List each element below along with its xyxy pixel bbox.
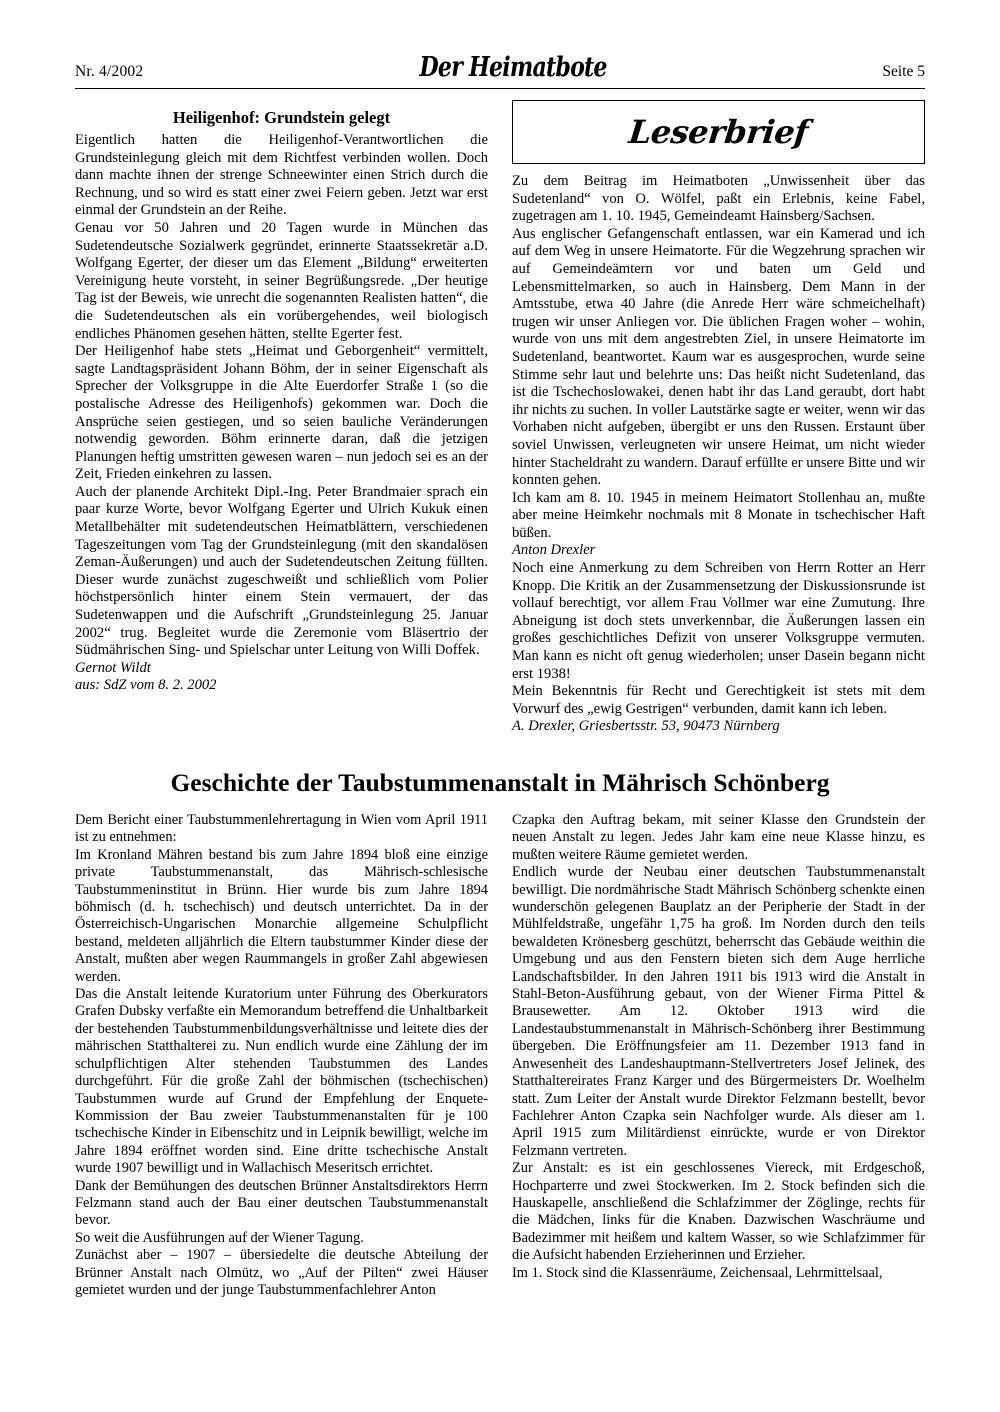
heiligenhof-heading: Heiligenhof: Grundstein gelegt <box>172 108 391 127</box>
paragraph: Dem Bericht einer Taubstummenlehrertagung in Wien vom April 1911 ist zu entnehmen: <box>75 812 488 846</box>
column-left-top <box>75 100 488 736</box>
masthead-divider <box>75 88 925 89</box>
paragraph: So weit die Ausführungen auf der Wiener Tagung. <box>75 1229 364 1246</box>
author-signature: Gernot Wildt <box>75 659 151 676</box>
column-right-bottom <box>512 812 925 1299</box>
paragraph: Eigentlich hatten die Heiligenhof-Verantwortlichen die Grundsteinlegung gleich mit dem Richtfest verbinden wollen. Doch dann machte ihnen der strenge Schneewinter einen Strich durch die Rechnung, und so wird es statt einer zwei Feiern geben. Jetzt war erst einmal der Grundstein an der Reihe. <box>75 132 488 219</box>
paragraph: Zur Anstalt: es ist ein geschlossenes Viereck, mit Erdgeschoß, Hochparterre und zwei Stockwerken. Im 2. Stock befinden sich die Hauskapelle, anschließend die Schlafzimmer der Zöglinge, rechts für die Mädchen, links für die Knaben. Dazwischen Waschräume und Badezimmer mit heißem und kaltem Wasser, so wie Schlafzimmer für die Aufsicht habenden Erzieherinnen und Erzieher. <box>512 1160 925 1264</box>
paragraph: Mein Bekenntnis für Recht und Gerechtigkeit ist stets mit dem Vorwurf des „ewig Gestrigen“ verbunden, damit kann ich leben. <box>512 683 925 717</box>
page-number: Seite 5 <box>882 63 925 80</box>
paragraph: Noch eine Anmerkung zu dem Schreiben von Herrn Rotter an Herr Knopp. Die Kritik an der Zusammensetzung der Diskussionsrunde ist vollauf berechtigt, vor allem Frau Vollmer war eine Zumutung. Ihre Abneigung ist doch stets unverkennbar, die Äußerungen lassen ein großes geschichtliches Defizit von unserer Volksgruppe vermuten. Man kann es nicht oft genug wiederholen; unser Dasein begann nicht erst 1938! <box>512 560 925 682</box>
letter-signature-1: Anton Drexler <box>512 542 596 559</box>
source-note: aus: SdZ vom 8. 2. 2002 <box>75 677 217 694</box>
paragraph: Dank der Bemühungen des deutschen Brünner Anstaltsdirektors Herrn Felzmann stand auch der Bau einer deutschen Taubstummenanstalt bevor. <box>75 1177 488 1229</box>
letter-signature-2: A. Drexler, Griesbertsstr. 53, 90473 Nürnberg <box>512 718 780 735</box>
paragraph: Zu dem Beitrag im Heimatboten „Unwissenheit über das Sudetenland“ von O. Wölfel, paßt ein Erlebnis, keine Fabel, zugetragen am 1. 10. 1945, Gemeindeamt Hainsberg/Sachsen. <box>512 173 925 225</box>
paragraph: Im 1. Stock sind die Klassenräume, Zeichensaal, Lehrmittelsaal, <box>512 1264 883 1281</box>
paragraph: Genau vor 50 Jahren und 20 Tagen wurde in München das Sudetendeutsche Sozialwerk gegründet, erinnerte Staatssekretär a.D. Wolfgang Egerter, der dieser um das Element „Bildung“ erweiterten Vereinigung heute vorsteht, in seiner Begrüßungsrede. „Der heutige Tag ist der Beweis, wie unrecht die sogenannten Realisten hatten“, die die Sudetendeutschen als ein vorübergehendes, weil biologisch endliches Phänomen gesehen hätten, stellte Egerter fest. <box>75 219 488 342</box>
paragraph: Ich kam am 8. 10. 1945 in meinem Heimatort Stollenhau an, mußte aber meine Heimkehr nochmals mit 8 Monate in tschechischer Haft büßen. <box>512 489 925 541</box>
masthead <box>75 52 925 92</box>
issue-number: Nr. 4/2002 <box>75 63 144 80</box>
article-section <box>75 812 925 1299</box>
leserbrief-box <box>512 100 925 164</box>
publication-title: Der Heimatbote <box>419 52 607 83</box>
article-headline: Geschichte der Taubstummenanstalt in Mährisch Schönberg <box>170 768 830 797</box>
column-left-bottom <box>75 812 488 1299</box>
paragraph: Auch der planende Architekt Dipl.-Ing. Peter Brandmaier sprach ein paar kurze Worte, bevor Wolfgang Egerter und Ulrich Kukuk einen Metallbehälter mit sudetendeutschen Heimatblättern, verschiedenen Tageszeitungen vom Tag der Grundsteinlegung (mit den skandalösen Zeman-Äußerungen) und auch der Sudetendeutschen Zeitung füllten. Dieser wurde zunächst zugeschweißt und schließlich vom Polier höchstpersönlich hinter einem Stein vermauert, der das Sudetenwappen und die Aufschrift „Grundsteinlegung 25. Januar 2002“ trug. Begleitet wurde die Zeremonie vom Bläsertrio der Südmährischen Sing- und Spielschar unter Leitung von Willi Doffek. <box>75 483 488 659</box>
column-right-top <box>512 100 925 736</box>
paragraph: Zunächst aber – 1907 – übersiedelte die deutsche Abteilung der Brünner Anstalt nach Olmütz, wo „Auf der Pilten“ zwei Häuser gemietet wurden und der junge Taubstummenfachlehrer Anton <box>75 1247 488 1298</box>
paragraph: Das die Anstalt leitende Kuratorium unter Führung des Oberkurators Grafen Dubsky verfaßte ein Memorandum betreffend die Unhaltbarkeit der bestehenden Taubstummenbildungsverhältnisse und leitete dies der mährischen Statthalterei zu. Nun endlich wurde eine Zählung der im schulpflichtigen Alter stehenden Taubstummen des Landes durchgeführt. Für die große Zahl der böhmischen (tschechischen) Taubstummen wurde auf Grund der Empfehlung der Enquete-Kommission der Bau zweier Taubstummenanstalten für je 100 tschechische Kinder in Eibenschitz und in Leipnik bewilligt, welche im Jahre 1894 eröffnet worden sind. Eine dritte tschechische Anstalt wurde 1907 bewilligt und in Wallachisch Meseritsch errichtet. <box>75 986 488 1177</box>
paragraph: Der Heiligenhof habe stets „Heimat und Geborgenheit“ vermittelt, sagte Landtagspräsident Johann Böhm, der in seiner Eigenschaft als Sprecher der Volksgruppe in die Alte Euerdorfer Straße 1 (so die postalische Adresse des Heiligenhofs) gekommen war. Doch die Ansprüche seien gestiegen, und so seien bauliche Veränderungen notwendig geworden. Böhm erinnerte daran, daß die jetzigen Planungen heftig umstritten gewesen waren – nun jedoch sei es an der Zeit, Frieden einkehren zu lassen. <box>75 343 488 483</box>
paragraph: Im Kronland Mähren bestand bis zum Jahre 1894 bloß eine einzige private Taubstummenanstalt, das Mährisch-schlesische Taubstummeninstitut in Brünn. Hier wurde bis zum Jahre 1894 böhmisch (d. h. tschechisch) und deutsch unterrichtet. Da in der Österreichisch-Ungarischen Monarchie allgemeine Schulpflicht bestand, meldeten alljährlich die Eltern taubstummer Kinder diese der Anstalt, mußten aber wegen Raummangels in großer Zahl abgewiesen werden. <box>75 846 488 985</box>
top-section <box>75 100 925 736</box>
leserbrief-label: Leserbrief <box>627 113 810 151</box>
paragraph: Endlich wurde der Neubau einer deutschen Taubstummenanstalt bewilligt. Die nordmährische Stadt Mährisch Schönberg schenkte einen wunderschön gelegenen Bauplatz an der Peripherie der Stadt in der Mühlfeldstraße, ungefähr 1,75 ha groß. Im Norden durch den teils bewaldeten Krönesberg geschützt, beherrscht das Gebäude weithin die Umgebung und aus den Fenstern bieten sich dem Auge herrliche Landschaftsbilder. In den Jahren 1911 bis 1913 wird die Anstalt in Stahl-Beton-Ausführung gebaut, von der Wiener Firma Pittel & Brausewetter. Am 12. Oktober 1913 wird die Landestaubstummenanstalt in Mährisch-Schönberg ihrer Bestimmung übergeben. Die Eröffnungsfeier am 11. Dezember 1913 fand in Anwesenheit des Landeshauptmann-Stellvertreters Josef Jelinek, des Statthaltereirates Franz Karger und des Bürgermeisters Dr. Woelhelm statt. Zum Leiter der Anstalt wurde Direktor Felzmann bestellt, bevor Fachlehrer Anton Czapka sein Nachfolger wurde. Als dieser am 1. April 1915 zum Militärdienst einrückte, wurde er von Direktor Felzmann vertreten. <box>512 864 925 1159</box>
paragraph: Aus englischer Gefangenschaft entlassen, war ein Kamerad und ich auf dem Weg in unsere Heimatorte. Für die Wegzehrung sprachen wir auf Gemeindeämtern vor und baten um Geld und Lebensmittelmarken, so auch in Hainsberg. Dem Mann in der Amtsstube, etwa 40 Jahre (die Anrede Herr wäre schmeichelhaft) trugen wir unser Anliegen vor. Die üblichen Fragen woher – wohin, wurde von uns mit dem angestrebten Ziel, in unsere Heimatorte im Sudetenland, beantwortet. Kaum war es ausgesprochen, wurde seine Stimme sehr laut und belehrte uns: Das heißt nicht Sudetenland, das ist die Tschechoslowakei, denen habt ihr das Land geraubt, dort habt ihr nichts zu suchen. In voller Lautstärke sagte er weiter, wenn wir das Vorhaben nicht aufgeben, übergibt er uns den Russen. Erstaunt über soviel Unwissen, verleugneten wir unsere Heimat, um nicht wieder hinter Stacheldraht zu wandern. Darauf erfüllte er unsere Bitte und wir konnten gehen. <box>512 225 925 489</box>
paragraph: Czapka den Auftrag bekam, mit seiner Klasse den Grundstein der neuen Anstalt zu legen. Jedes Jahr kam eine neue Klasse hinzu, es mußten weitere Räume gemietet werden. <box>512 812 925 863</box>
